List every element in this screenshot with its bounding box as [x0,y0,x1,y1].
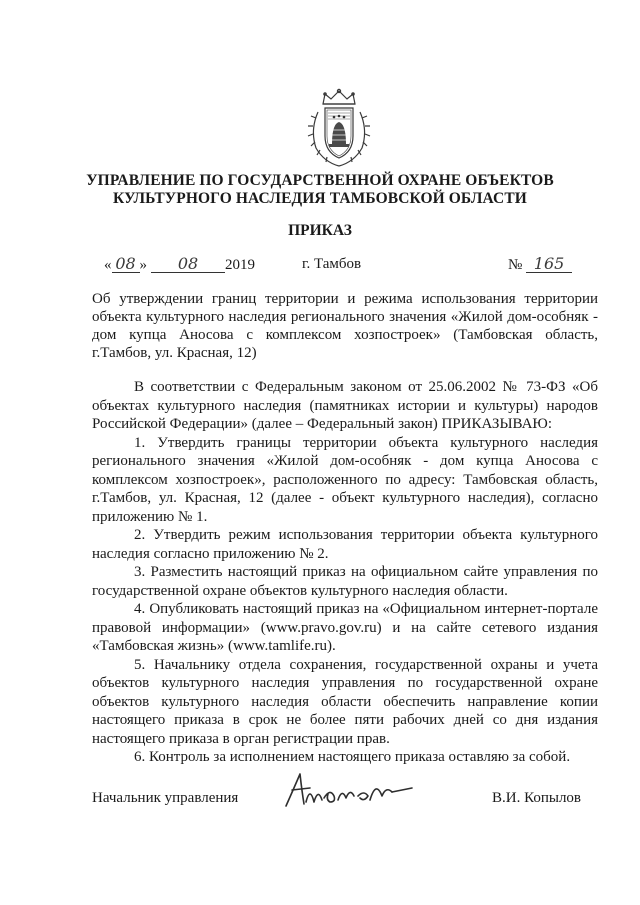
date-month: 08 [151,256,225,273]
order-body [92,378,598,767]
document-type-title: ПРИКАЗ [288,222,352,239]
date-day: 08 [112,256,140,273]
order-item-3: 3. Разместить настоящий приказ на официальном сайте управления по государственной охране объектов культурного наследия области. [92,564,598,599]
date-year: 2019 [225,257,255,273]
order-number [508,256,572,274]
signatory-position: Начальник управления [92,790,239,806]
preamble-paragraph: В соответствии с Федеральным законом от 25.06.2002 № 73-ФЗ «Об объектах культурного наследия (памятниках истории и культуры) народов Российской Федерации» (далее – Федеральный закон) ПРИКАЗЫВАЮ: [92,379,598,432]
organization-name-line-2: КУЛЬТУРНОГО НАСЛЕДИЯ ТАМБОВСКОЙ ОБЛАСТИ [113,190,527,207]
organization-name-line-1: УПРАВЛЕНИЕ ПО ГОСУДАРСТВЕННОЙ ОХРАНЕ ОБЪЕКТОВ [86,172,554,189]
subject-line-1: Об утверждении границ территории и режима использования территории [92,291,598,307]
order-item-5: 5. Начальнику отдела сохранения, государственной охраны и учета объектов культурного наследия управления по государственной охране объектов культурного наследия области обеспечить направление копии настоящего приказа в срок не более пяти рабочих дней со дня издания настоящего приказа в орган регистрации прав. [92,656,598,747]
tambov-coat-of-arms-icon [296,86,382,172]
date-close-quote: » [139,257,147,273]
number-value: 165 [526,256,572,273]
order-place: г. Тамбов [302,256,362,272]
subject-line-3: дом купца Аносова с комплексом хозпостроек» (Тамбовская область, [92,327,598,343]
order-item-1: 1. Утвердить границы территории объекта культурного наследия регионального значения «Жилой дом-особняк - дом купца Аносова с комплексом хозпостроек», расположенного по адресу: Тамбовская область, г.Тамбов, ул. Красная, 12 (далее - объект культурного наследия), согласно приложению № 1. [92,434,598,525]
subject-line-2: объекта культурного наследия регионального значения «Жилой дом-особняк - [92,309,598,325]
order-date [104,256,255,274]
order-subject [92,290,598,362]
order-item-6: 6. Контроль за исполнением настоящего приказа оставляю за собой. [134,749,571,765]
handwritten-signature [280,766,420,814]
signatory-name: В.И. Копылов [492,790,582,806]
number-prefix: № [508,257,523,273]
date-open-quote: « [104,257,112,273]
order-item-4: 4. Опубликовать настоящий приказ на «Официальном интернет-портале правовой информации» (www.pravo.gov.ru) и на сайте сетевого издания «Тамбовская жизнь» (www.tamlife.ru). [92,601,598,654]
order-item-2: 2. Утвердить режим использования территории объекта культурного наследия согласно приложению № 2. [92,527,598,562]
subject-line-4: г.Тамбов, ул. Красная, 12) [92,345,257,361]
